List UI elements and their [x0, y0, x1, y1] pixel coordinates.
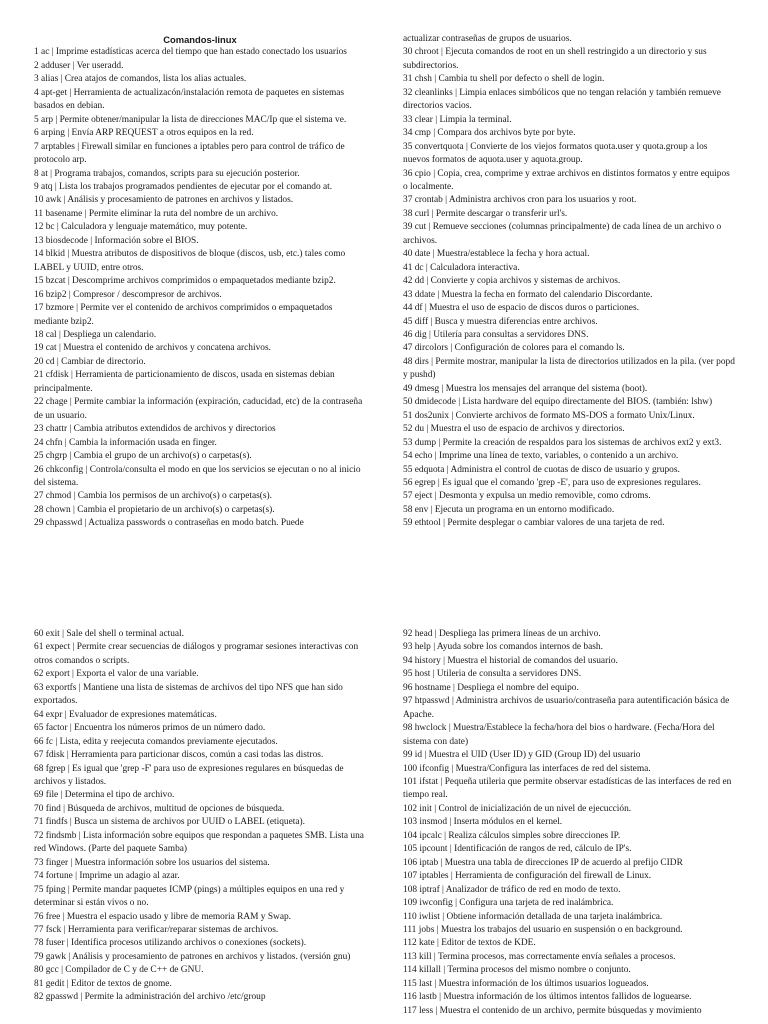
- command-entry: 45 diff | Busca y muestra diferencias entre archivos.: [403, 316, 598, 327]
- command-entry: 35 convertquota | Convierte de los viejos formatos quota.user y quota.group a los nuevos formatos de aquota.user y aquota.group.: [403, 141, 708, 166]
- command-entry: 17 bzmore | Permite ver el contenido de archivos comprimidos o empaquetados mediante bzip2.: [34, 303, 333, 327]
- command-entry: 43 ddate | Muestra la fecha en formato del calendario Discordante.: [403, 289, 653, 300]
- command-entry: 13 biosdecode | Información sobre el BIOS.: [34, 235, 199, 246]
- command-entry: 78 fuser | Identifica procesos utilizando archivos o conexiones (sockets).: [34, 938, 307, 949]
- command-entry: 64 expr | Evaluador de expresiones matemáticas.: [34, 709, 217, 720]
- command-entry: 74 fortune | Imprime un adagio al azar.: [34, 871, 180, 882]
- command-entry: 73 finger | Muestra información sobre los usuarios del sistema.: [34, 857, 270, 868]
- command-entry: 14 blkid | Muestra atributos de dispositivos de bloque (discos, usb, etc.) tales como LABEL y UUID, entre otros.: [34, 249, 346, 273]
- command-entry: 47 dircolors | Configuración de colores para el comando ls.: [403, 343, 625, 354]
- command-entry: 114 killall | Termina procesos del mismo nombre o conjunto.: [403, 965, 631, 976]
- command-entry: 93 help | Ayuda sobre los comandos internos de bash.: [403, 642, 603, 653]
- command-entry: 1 ac | Imprime estadísticas acerca del tiempo que han estado conectado los usuarios: [34, 47, 347, 58]
- command-entry: 39 cut | Remueve secciones (columnas principalmente) de cada línea de un archivo o archivos.: [403, 222, 722, 246]
- command-entry: 107 iptables | Herramienta de configuración del firewall de Linux.: [403, 871, 652, 882]
- command-entry: 79 gawk | Análisis y procesamiento de patrones en archivos y listados. (versión gnu): [34, 951, 351, 962]
- command-entry: 62 export | Exporta el valor de una variable.: [34, 669, 199, 680]
- command-entry: 27 chmod | Cambia los permisos de un archivo(s) o carpetas(s).: [34, 491, 273, 502]
- command-entry: 55 edquota | Administra el control de cuotas de disco de usuario y grupos.: [403, 464, 680, 475]
- command-entry: 49 dmesg | Muestra los mensajes del arranque del sistema (boot).: [403, 383, 648, 394]
- command-entry: 30 chroot | Ejecuta comandos de root en un shell restringido a un directorio y sus subdirectorios.: [403, 47, 707, 71]
- command-entry: 16 bzip2 | Compresor / descompresor de archivos.: [34, 289, 222, 300]
- command-entry: 101 ifstat | Pequeña utileria que permite observar estadísticas de las interfaces de red en tiempo real.: [403, 776, 732, 801]
- command-entry: 52 du | Muestra el uso de espacio de archivos y directorios.: [403, 424, 625, 435]
- command-entry: 95 host | Utileria de consulta a servidores DNS.: [403, 669, 582, 680]
- command-entry: 105 ipcount | Identificación de rangos de red, cálculo de IP's.: [403, 844, 632, 855]
- command-entry: 57 eject | Desmonta y expulsa un medio removible, como cdroms.: [403, 491, 651, 502]
- command-entry: 29 chpasswd | Actualiza passwords o contraseñas en modo batch. Puede: [34, 518, 304, 529]
- command-entry: 96 hostname | Despliega el nombre del equipo.: [403, 682, 579, 693]
- command-entry: 22 chage | Permite cambiar la información (expiración, caducidad, etc) de la contraseña de un usuario.: [34, 397, 363, 421]
- command-entry: 3 alias | Crea atajos de comandos, lista los alias actuales.: [34, 74, 247, 85]
- command-entry: 113 kill | Termina procesos, mas correctamente envía señales a procesos.: [403, 951, 676, 962]
- column-4: [403, 628, 735, 1018]
- command-entry: actualizar contraseñas de grupos de usuarios.: [403, 34, 572, 44]
- command-entry: 97 htpasswd | Administra archivos de usuario/contraseña para autentificación básica de Apache.: [403, 696, 730, 720]
- command-entry: 24 chfn | Cambia la información usada en finger.: [34, 437, 217, 448]
- command-entry: 103 insmod | Inserta módulos en el kernel.: [403, 817, 563, 828]
- command-entry: 117 less | Muestra el contenido de un archivo, permite búsquedas y movimiento: [403, 1005, 702, 1016]
- command-entry: 6 arping | Envía ARP REQUEST a otros equipos en la red.: [34, 128, 254, 139]
- command-entry: 67 fdisk | Herramienta para particionar discos, común a casi todas las distros.: [34, 750, 324, 761]
- column-1: [34, 33, 366, 531]
- command-entry: 53 dump | Permite la creación de respaldos para los sistemas de archivos ext2 y ext3.: [403, 437, 722, 448]
- command-entry: 106 iptab | Muestra una tabla de direcciones IP de acuerdo al prefijo CIDR: [403, 857, 683, 868]
- command-entry: 19 cat | Muestra el contenido de archivos y concatena archivos.: [34, 343, 271, 354]
- command-entry: 81 gedit | Editor de textos de gnome.: [34, 978, 172, 989]
- command-entry: 40 date | Muestra/establece la fecha y hora actual.: [403, 249, 590, 260]
- command-entry: 68 fgrep | Es igual que 'grep -F' para uso de expresiones regulares en búsquedas de archivos y listados.: [34, 763, 344, 787]
- command-entry: 54 echo | Imprime una línea de texto, variables, o contenido a un archivo.: [403, 451, 679, 462]
- command-entry: 99 id | Muestra el UID (User ID) y GID (Group ID) del usuario: [403, 750, 641, 761]
- command-entry: 42 dd | Convierte y copia archivos y sistemas de archivos.: [403, 276, 621, 287]
- command-entry: 20 cd | Cambiar de directorio.: [34, 356, 146, 367]
- command-entry: 71 findfs | Busca un sistema de archivos por UUID o LABEL (etiqueta).: [34, 817, 305, 828]
- command-entry: 60 exit | Sale del shell o terminal actual.: [34, 629, 185, 639]
- command-entry: 76 free | Muestra el espacio usado y libre de memoria RAM y Swap.: [34, 911, 292, 922]
- command-entry: 56 egrep | Es igual que el comando 'grep -E', para uso de expresiones regulares.: [403, 477, 701, 488]
- command-entry: 8 at | Programa trabajos, comandos, scripts para su ejecución posterior.: [34, 168, 300, 179]
- document-title: Comandos-linux: [163, 34, 237, 45]
- command-entry: 98 hwclock | Muestra/Establece la fecha/hora del bios o hardware. (Fecha/Hora del sistema con date): [403, 723, 715, 747]
- command-entry: 65 factor | Encuentra los números primos de un número dado.: [34, 723, 266, 734]
- command-entry: 26 chkconfig | Controla/consulta el modo en que los servicios se ejecutan o no al inicio del sistema.: [34, 464, 361, 488]
- command-entry: 44 df | Muestra el uso de espacio de discos duros o particiones.: [403, 303, 639, 314]
- column-2: [403, 33, 735, 531]
- command-entry: 34 cmp | Compara dos archivos byte por byte.: [403, 128, 576, 139]
- command-entry: 37 crontab | Administra archivos cron para los usuarios y root.: [403, 195, 637, 206]
- command-entry: 115 last | Muestra información de los últimos usuarios logueados.: [403, 978, 649, 989]
- command-entry: 15 bzcat | Descomprime archivos comprimidos o empaquetados mediante bzip2.: [34, 276, 336, 287]
- command-entry: 111 jobs | Muestra los trabajos del usuario en suspensión o en background.: [403, 924, 683, 935]
- command-entry: 104 ipcalc | Realiza cálculos simples sobre direcciones IP.: [403, 830, 621, 841]
- command-entry: 36 cpio | Copia, crea, comprime y extrae archivos en distintos formatos y entre equipos o localmente.: [403, 168, 730, 192]
- command-entry: 7 arptables | Firewall similar en funciones a iptables pero para control de tráfico de protocolo arp.: [34, 141, 345, 166]
- command-entry: 92 head | Despliega las primera líneas de un archivo.: [403, 629, 601, 639]
- command-entry: 5 arp | Permite obtener/manipular la lista de direcciones MAC/Ip que el sistema ve.: [34, 114, 347, 125]
- command-entry: 25 chgrp | Cambia el grupo de un archivo(s) o carpetas(s).: [34, 451, 252, 462]
- command-entry: 38 curl | Permite descargar o transferir url's.: [403, 208, 568, 219]
- command-entry: 10 awk | Análisis y procesamiento de patrones en archivos y listados.: [34, 195, 294, 206]
- command-entry: 12 bc | Calculadora y lenguaje matemático, muy potente.: [34, 222, 248, 233]
- command-entry: 28 chown | Cambia el propietario de un archivo(s) o carpetas(s).: [34, 504, 275, 515]
- command-entry: 100 ifconfig | Muestra/Configura las interfaces de red del sistema.: [403, 763, 651, 774]
- command-entry: 21 cfdisk | Herramienta de particionamiento de discos, usada en sistemas debian principalmente.: [34, 370, 335, 394]
- command-entry: 72 findsmb | Lista información sobre equipos que respondan a paquetes SMB. Lista una red Windows. (Parte del paquete Samba): [34, 830, 364, 855]
- command-entry: 110 iwlist | Obtiene información detallada de una tarjeta inalámbrica.: [403, 911, 663, 922]
- command-entry: 46 dig | Utilería para consultas a servidores DNS.: [403, 329, 589, 340]
- command-entry: 77 fsck | Herramienta para verificar/reparar sistemas de archivos.: [34, 924, 279, 935]
- command-entry: 58 env | Ejecuta un programa en un entorno modificado.: [403, 504, 615, 515]
- command-entry: 18 cal | Despliega un calendario.: [34, 329, 157, 340]
- command-entry: 48 dirs | Permite mostrar, manipular la lista de directorios utilizados en la pila. (ver popd y pushd): [403, 356, 735, 381]
- command-entry: 4 apt-get | Herramienta de actualizacón/instalación remota de paquetes en sistemas basados en debian.: [34, 87, 345, 112]
- command-entry: 82 gpasswd | Permite la administración del archivo /etc/group: [34, 992, 266, 1003]
- command-entry: 75 fping | Permite mandar paquetes ICMP (pings) a múltiples equipos en una red y determinar si están vivos o no.: [34, 884, 345, 909]
- column-3: [34, 628, 366, 1005]
- command-entry: 116 lastb | Muestra información de los últimos intentos fallidos de loguearse.: [403, 992, 692, 1003]
- command-entry: 109 iwconfig | Configura una tarjeta de red inalámbrica.: [403, 898, 614, 909]
- command-entry: 69 file | Determina el tipo de archivo.: [34, 790, 175, 801]
- command-entry: 61 expect | Permite crear secuencias de diálogos y programar sesiones interactivas con otros comandos o scripts.: [34, 642, 359, 666]
- command-entry: 66 fc | Lista, edita y reejecuta comandos previamente ejecutados.: [34, 736, 278, 747]
- command-entry: 23 chattr | Cambia atributos extendidos de archivos y directorios: [34, 424, 276, 435]
- command-entry: 59 ethtool | Permite desplegar o cambiar valores de una tarjeta de red.: [403, 518, 665, 529]
- command-entry: 2 adduser | Ver useradd.: [34, 60, 124, 71]
- command-entry: 80 gcc | Compilador de C y de C++ de GNU.: [34, 965, 204, 976]
- command-entry: 9 atq | Lista los trabajos programados pendientes de ejecutar por el comando at.: [34, 181, 333, 192]
- command-entry: 70 find | Búsqueda de archivos, multitud de opciones de búsqueda.: [34, 803, 285, 814]
- command-entry: 50 dmidecode | Lista hardware del equipo directamente del BIOS. (también: lshw): [403, 397, 713, 408]
- command-entry: 33 clear | Limpia la terminal.: [403, 114, 512, 125]
- command-entry: 63 exportfs | Mantiene una lista de sistemas de archivos del tipo NFS que han sido exportados.: [34, 682, 343, 707]
- command-entry: 11 basename | Permite eliminar la ruta del nombre de un archivo.: [34, 208, 279, 219]
- command-entry: 32 cleanlinks | Limpia enlaces simbólicos que no tengan relación y también remueve directorios vacios.: [403, 87, 721, 112]
- command-entry: 31 chsh | Cambia tu shell por defecto o shell de login.: [403, 74, 605, 85]
- command-entry: 108 iptraf | Analizador de tráfico de red en modo de texto.: [403, 884, 621, 895]
- command-entry: 51 dos2unix | Convierte archivos de formato MS-DOS a formato Unix/Linux.: [403, 410, 695, 421]
- command-entry: 112 kate | Editor de textos de KDE.: [403, 938, 536, 949]
- command-entry: 94 history | Muestra el historial de comandos del usuario.: [403, 655, 618, 666]
- command-entry: 102 init | Control de inicialización de un nivel de ejecucción.: [403, 803, 632, 814]
- command-entry: 41 dc | Calculadora interactiva.: [403, 262, 520, 273]
